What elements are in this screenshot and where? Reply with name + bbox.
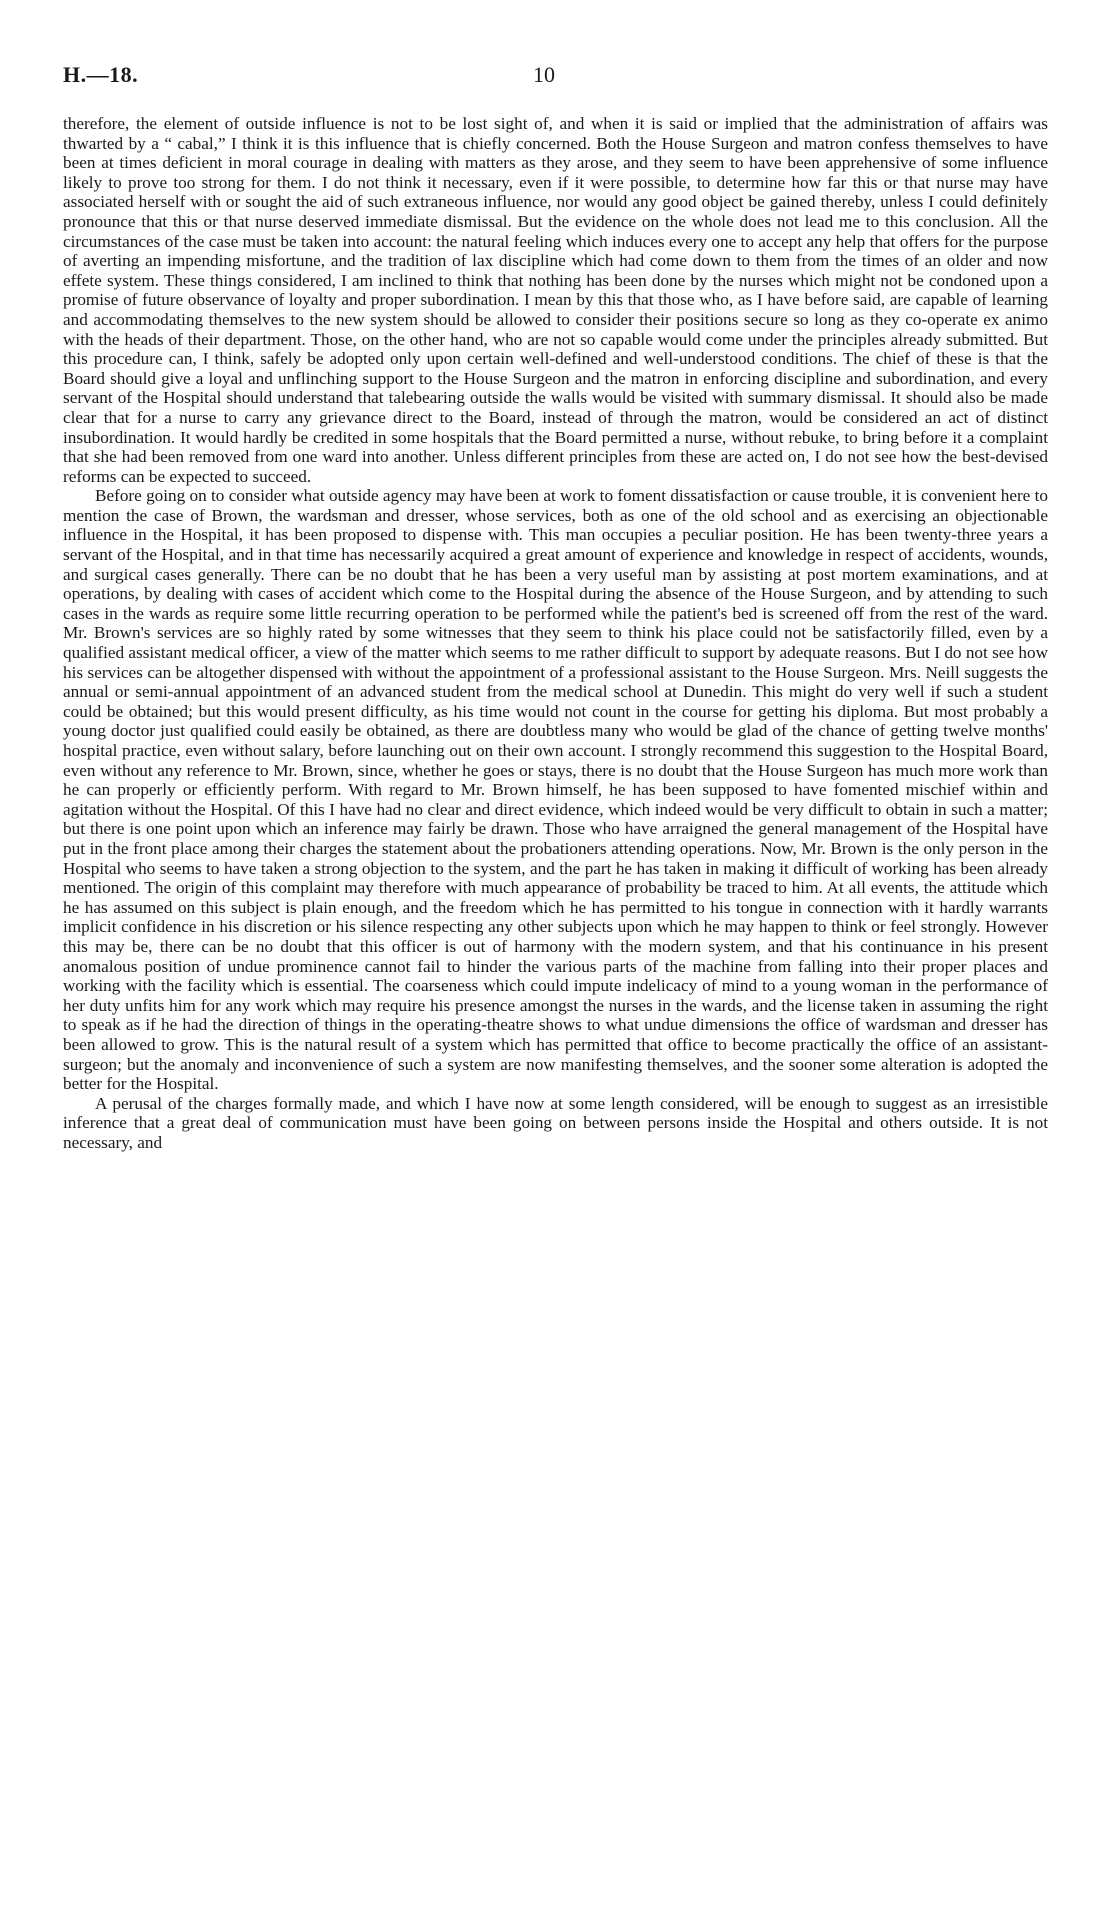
paragraph-2: Before going on to consider what outside agency may have been at work to foment dissatisfaction or cause trouble, it is convenient here to mention the case of Brown, the wardsman and dresser, whose services, both as one of the old school and as exercising an objectionable influence in the Hospital, it has been proposed to dispense with. This man occupies a peculiar position. He has been twenty-three years a servant of the Hospital, and in that time has necessarily acquired a great amount of experience and knowledge in respect of accidents, wounds, and surgical cases generally. There can be no doubt that he has been a very useful man by assisting at post mortem examinations, and at operations, by dealing with cases of accident which come to the Hospital during the absence of the House Surgeon, and by attending to such cases in the wards as require some little recurring operation to be performed while the patient's bed is screened off from the rest of the ward. Mr. Brown's services are so highly rated by some witnesses that they seem to think his place could not be satisfactorily filled, even by a qualified assistant medical officer, a view of the matter which seems to me rather difficult to support by adequate reasons. But I do not see how his services can be altogether dispensed with without the appointment of a professional assistant to the House Surgeon. Mrs. Neill suggests the annual or semi-annual appointment of an advanced student from the medical school at Dunedin. This might do very well if such a student could be obtained; but this would present difficulty, as his time would not count in the course for getting his diploma. But most probably a young doctor just qualified could easily be obtained, as there are doubtless many who would be glad of the chance of getting twelve months' hospital practice, even without salary, before launching out on their own account. I strongly recommend this suggestion to the Hospital Board, even without any reference to Mr. Brown, since, whether he goes or stays, there is no doubt that the House Surgeon has much more work than he can properly or efficiently perform. With regard to Mr. Brown himself, he has been supposed to have fomented mischief within and agitation without the Hospital. Of this I have had no clear and direct evidence, which indeed would be very difficult to obtain in such a matter; but there is one point upon which an inference may fairly be drawn. Those who have arraigned the general management of the Hospital have put in the front place among their charges the statement about the probationers attending operations. Now, Mr. Brown is the only person in the Hospital who seems to have taken a strong objection to the system, and the part he has taken in making it difficult of working has been already mentioned. The origin of this complaint may therefore with much appearance of probability be traced to him. At all events, the attitude which he has assumed on this subject is plain enough, and the freedom which he has permitted to his tongue in connection with it hardly warrants implicit confidence in his discretion or his silence respecting any other subjects upon which he may happen to think or feel strongly. However this may be, there can be no doubt that this officer is out of harmony with the modern system, and that his continuance in his present anomalous position of undue prominence cannot fail to hinder the various parts of the machine from falling into their proper places and working with the facility which is essential. The coarseness which could impute indelicacy of mind to a young woman in the performance of her duty unfits him for any work which may require his presence amongst the nurses in the wards, and the license taken in assuming the right to speak as if he had the direction of things in the operating-theatre shows to what undue dimensions the office of wardsman and dresser has been allowed to grow. This is the natural result of a system which has permitted that office to become practically the office of an assistant-surgeon; but the anomaly and inconvenience of such a system are now manifesting themselves, and the sooner some alteration is adopted the better for the Hospital.: [63, 486, 1048, 1094]
page-header: [63, 62, 1048, 96]
body-text: [63, 114, 1048, 1152]
paragraph-3: A perusal of the charges formally made, and which I have now at some length considered, will be enough to suggest as an irresistible inference that a great deal of communication must have been going on between persons inside the Hospital and others outside. It is not necessary, and: [63, 1093, 1048, 1152]
document-reference: H.—18.: [63, 62, 139, 87]
paragraph-1: therefore, the element of outside influence is not to be lost sight of, and when it is said or implied that the administration of affairs was thwarted by a “ cabal,” I think it is this influence that is chiefly concerned. Both the House Surgeon and matron confess themselves to have been at times deficient in moral courage in dealing with matters as they arose, and they seem to have been apprehensive of some influence likely to prove too strong for them. I do not think it necessary, even if it were possible, to determine how far this or that nurse may have associated herself with or sought the aid of such extraneous influence, nor would any good object be gained thereby, unless I could definitely pronounce that this or that nurse deserved immediate dismissal. But the evidence on the whole does not lead me to this conclusion. All the circumstances of the case must be taken into account: the natural feeling which induces every one to accept any help that offers for the purpose of averting an impending misfortune, and the tradition of lax discipline which had come down to them from the times of an older and now effete system. These things considered, I am inclined to think that nothing has been done by the nurses which might not be condoned upon a promise of future observance of loyalty and proper subordination. I mean by this that those who, as I have before said, are capable of learning and accommodating themselves to the new system should be allowed to consider their positions secure so long as they co-operate ex animo with the heads of their department. Those, on the other hand, who are not so capable would come under the principles already submitted. But this procedure can, I think, safely be adopted only upon certain well-defined and well-understood conditions. The chief of these is that the Board should give a loyal and unflinching support to the House Surgeon and the matron in enforcing discipline and subordination, and every servant of the Hospital should understand that talebearing outside the walls would be visited with summary dismissal. It should also be made clear that for a nurse to carry any grievance direct to the Board, instead of through the matron, would be considered an act of distinct insubordination. It would hardly be credited in some hospitals that the Board permitted a nurse, without rebuke, to bring before it a complaint that she had been removed from one ward into another. Unless different principles from these are acted on, I do not see how the best-devised reforms can be expected to succeed.: [63, 114, 1048, 486]
page-number: 10: [533, 62, 555, 87]
